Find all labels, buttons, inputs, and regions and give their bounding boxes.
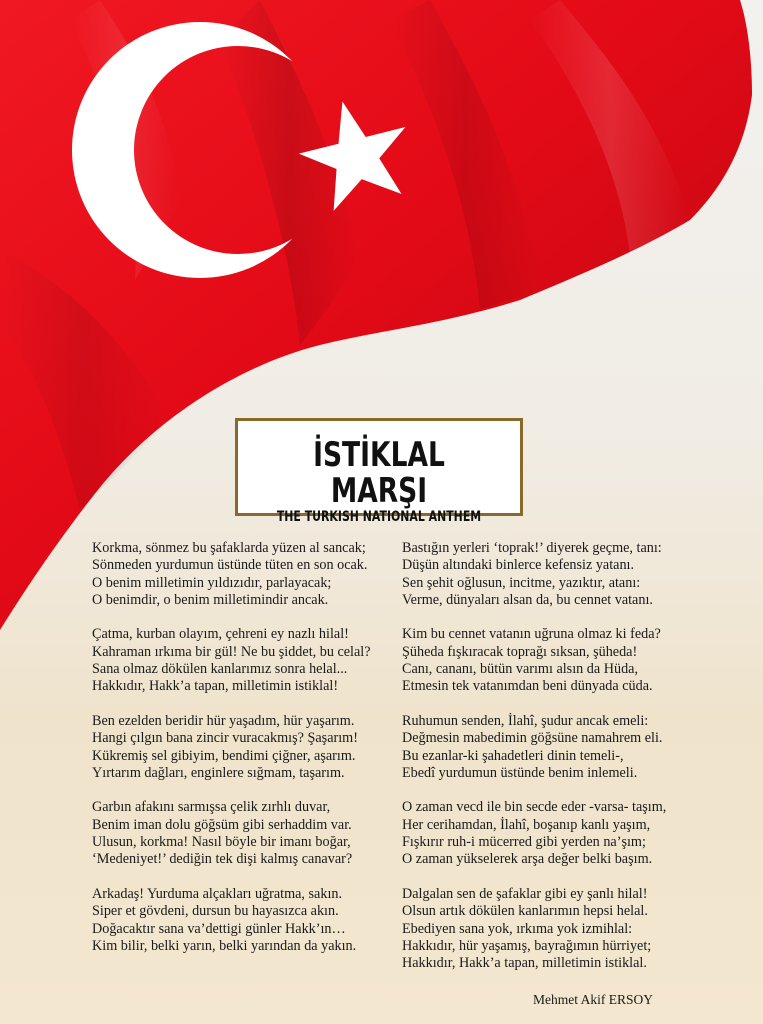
poem-line: Yırtarım dağları, enginlere sığmam, taşarım.: [92, 764, 345, 781]
poem-line: Ruhumun senden, İlahî, şudur ancak emeli:: [402, 712, 649, 729]
poem-line: Garbın afakını sarmışsa çelik zırhlı duvar,: [92, 799, 331, 816]
stanza: [92, 886, 392, 955]
poem-line: Arkadaş! Yurduma alçakları uğratma, sakın.: [92, 885, 343, 902]
poem-line: Düşün altındaki binlerce kefensiz yatanı.: [402, 557, 635, 574]
poem-line: O benimdir, o benim milletimindir ancak.: [92, 591, 329, 608]
poem-line: Çatma, kurban olayım, çehreni ey nazlı hilal!: [92, 626, 349, 643]
poem-line: Ebedî yurdumun üstünde benim inlemeli.: [402, 764, 638, 781]
poem-line: Bu ezanlar-ki şahadetleri dinin temeli-,: [402, 747, 624, 764]
stanza: [92, 713, 392, 782]
poem-line: Sen şehit oğlusun, incitme, yazıktır, atanı:: [402, 574, 641, 591]
stanza: [402, 540, 722, 609]
poem-line: Siper et gövdeni, dursun bu hayasızca akın.: [92, 903, 339, 920]
poem-line: Her cerihamdan, İlahî, boşanıp kanlı yaşım,: [402, 816, 651, 833]
poem-line: Ulusun, korkma! Nasıl böyle bir imanı boğar,: [92, 834, 351, 851]
poem-line: Sönmeden yurdumun üstünde tüten en son ocak.: [92, 557, 368, 574]
poem-line: Canı, cananı, bütün varımı alsın da Hüda,: [402, 661, 639, 678]
poem-line: Ebediyen sana yok, ırkıma yok izmihlal:: [402, 920, 633, 937]
stanza: [92, 540, 392, 609]
poem-line: Olsun artık dökülen kanlarımın hepsi helal.: [402, 903, 648, 920]
poem-line: Kim bilir, belki yarın, belki yarından da yakın.: [92, 937, 357, 954]
poem-line: Hakkıdır, hür yaşamış, bayrağımın hürriyet;: [402, 937, 652, 954]
poem-line: Benim iman dolu göğsüm gibi serhaddim var.: [92, 816, 352, 833]
poem-line: O zaman vecd ile bin secde eder -varsa- taşım,: [402, 799, 667, 816]
stanza: [402, 799, 722, 868]
poem-line: Doğacaktır sana va’dettigi günler Hakk’ın…: [92, 920, 346, 937]
stanza: [402, 886, 722, 972]
poem-line: Etmesin tek vatanımdan beni dünyada cüda.: [402, 678, 653, 695]
poem-line: Değmesin mabedimin göğsüne namahrem eli.: [402, 730, 663, 747]
poem-line: Dalgalan sen de şafaklar gibi ey şanlı hilal!: [402, 885, 648, 902]
page-subtitle: THE TURKISH NATIONAL ANTHEM: [276, 509, 482, 525]
stanza: [402, 626, 722, 695]
stanza: [92, 799, 392, 868]
poem-line: Hakkıdır, Hakk’a tapan, milletimin istiklal.: [402, 955, 647, 972]
title-frame: [235, 418, 523, 525]
poem-line: Kim bu cennet vatanın uğruna olmaz ki feda?: [402, 626, 661, 643]
poem-line: O benim milletimin yıldızıdır, parlayacak;: [92, 574, 332, 591]
poem-line: Fışkırır ruh-i mücerred gibi yerden na’şım;: [402, 834, 646, 851]
poem-line: Bastığın yerleri ‘toprak!’ diyerek geçme, tanı:: [402, 540, 662, 556]
poem-line: Ben ezelden beridir hür yaşadım, hür yaşarım.: [92, 712, 355, 729]
poem-line: Verme, dünyaları alsan da, bu cennet vatanı.: [402, 591, 653, 608]
poem-line: Şüheda fışkıracak toprağı sıksan, şüheda!: [402, 643, 638, 660]
poem-line: Hangi çılgın bana zincir vuracakmış? Şaşarım!: [92, 730, 358, 747]
poem-column-right: [402, 540, 722, 990]
poem-line: Kahraman ırkıma bir gül! Ne bu şiddet, bu celal?: [92, 643, 371, 660]
poem-line: O zaman yükselerek arşa değer belki başım.: [402, 851, 653, 868]
poem-line: Korkma, sönmez bu şafaklarda yüzen al sancak;: [92, 540, 366, 556]
page-title: İSTİKLAL MARŞI: [313, 435, 445, 511]
author-signature: Mehmet Akif ERSOY: [533, 992, 653, 1007]
stanza: [92, 626, 392, 695]
poem-column-left: [92, 540, 392, 972]
poem-line: Kükremiş sel gibiyim, bendimi çiğner, aşarım.: [92, 747, 356, 764]
poem-line: Hakkıdır, Hakk’a tapan, milletimin istiklal!: [92, 678, 339, 695]
poem-line: ‘Medeniyet!’ dediğin tek dişi kalmış canavar?: [92, 851, 353, 868]
stanza: [402, 713, 722, 782]
poem-line: Sana olmaz dökülen kanlarımız sonra helal...: [92, 661, 348, 678]
